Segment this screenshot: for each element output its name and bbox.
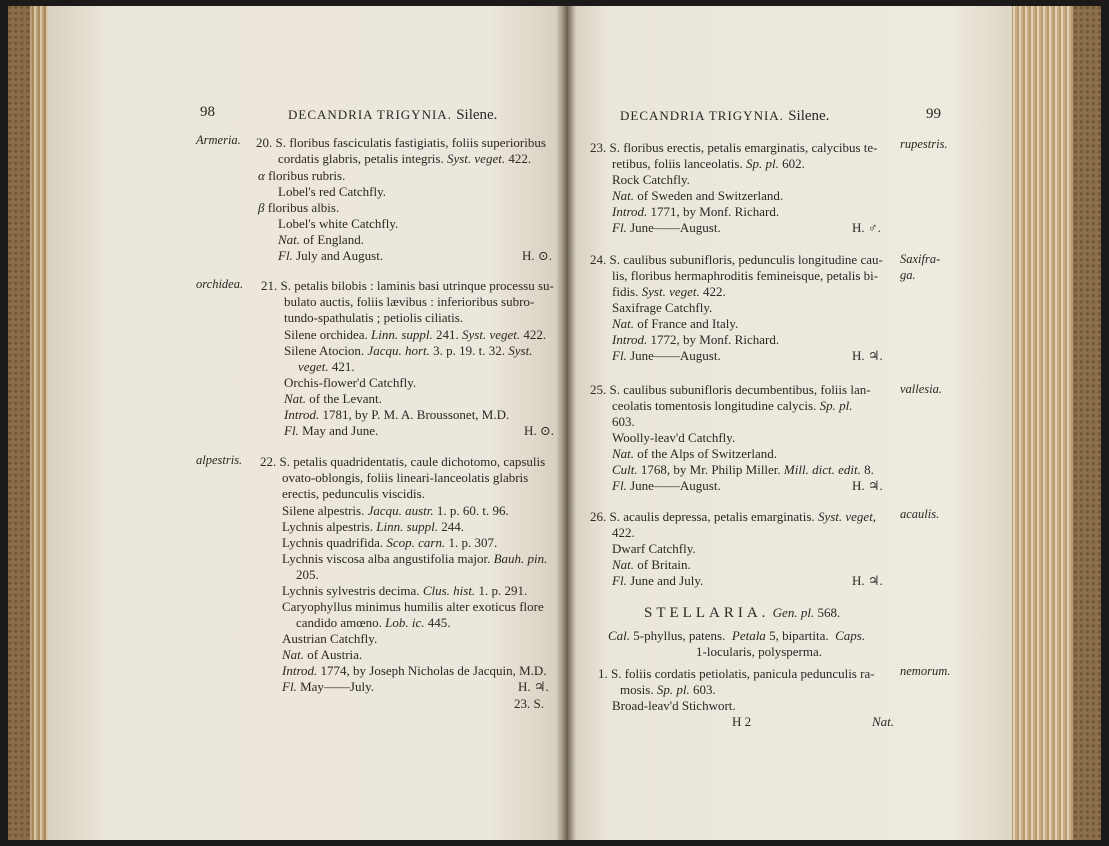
entry-text: ceolatis tomentosis longitudine calycis. Sp. pl. [612,398,853,413]
habit-mark: H. ⊙. [524,423,555,438]
synonym: Silene Atocion. Jacqu. hort. 3. p. 19. t. 32. Syst. [284,343,533,358]
entry-text: Introd. 1772, by Monf. Richard. [612,332,780,347]
entry-text: cordatis glabris, petalis integris. Syst. veget. 422. [278,151,532,166]
page-number: 99 [926,106,941,122]
genus-character: 1-locularis, polysperma. [696,644,822,659]
synonym: Lychnis quadrifida. Scop. carn. 1. p. 307. [282,535,498,550]
common-name: Rock Catchfly. [612,172,690,187]
running-header: DECANDRIA TRIGYNIA. Silene. [288,107,498,123]
entry-text: 26. S. acaulis depressa, petalis emarginatis. Syst. veget, [590,509,877,524]
entry-text: Introd. 1774, by Joseph Nicholas de Jacquin, M.D. [282,663,547,678]
entry-text: 25. S. caulibus subunifloris decumbentibus, foliis lan- [590,382,871,397]
entry-text: 22. S. petalis quadridentatis, caule dichotomo, capsulis [260,454,546,469]
common-name: Woolly-leav'd Catchfly. [612,430,736,445]
cover-edge-right [1073,6,1101,840]
entry-text: Fl. June and July. [612,573,704,588]
entry-text: Fl. June——August. [612,348,721,363]
entry-text: Introd. 1771, by Monf. Richard. [612,204,780,219]
common-name: Dwarf Catchfly. [612,541,696,556]
synonym: candido amœno. Lob. ic. 445. [296,615,451,630]
entry-text: tundo-spathulatis ; petiolis ciliatis. [284,310,464,325]
habit-mark: H. ♃. [852,573,883,588]
common-name: Lobel's red Catchfly. [278,184,386,199]
entry-text: 603. [612,414,635,429]
entry-text: retibus, foliis lanceolatis. Sp. pl. 602. [612,156,805,171]
entry-text: 422. [612,525,635,540]
entry-text: bulato auctis, foliis lævibus : inferioribus subro- [284,294,535,309]
entry-text: mosis. Sp. pl. 603. [620,682,716,697]
entry-text: β floribus albis. [258,200,340,215]
common-name: Orchis-flower'd Catchfly. [284,375,417,390]
gutter [556,6,576,840]
entry-text: Cult. 1768, by Mr. Philip Miller. Mill. dict. edit. 8. [612,462,874,477]
cover-edge-left [8,6,30,840]
entry-text: Nat. of the Alps of Switzerland. [612,446,778,461]
margin-name: ga. [900,268,916,282]
entry-text: 21. S. petalis bilobis : laminis basi utrinque processu su- [261,278,554,293]
common-name: Lobel's white Catchfly. [278,216,399,231]
entry-text: Nat. of Sweden and Switzerland. [612,188,784,203]
entry-text: fidis. Syst. veget. 422. [612,284,726,299]
genus-character: Cal. 5-phyllus, patens. Petala 5, bipartita. Caps. [608,628,866,643]
habit-mark: H. ♂. [852,220,881,235]
synonym: Lychnis viscosa alba angustifolia major. Bauh. pin. [282,551,548,566]
habit-mark: H. ⊙. [522,248,553,263]
entry-text: Nat. of France and Italy. [612,316,739,331]
synonym: veget. 421. [298,359,355,374]
right-page [568,6,1012,840]
common-name: Austrian Catchfly. [282,631,378,646]
page-number: 98 [200,104,215,120]
margin-name: acaulis. [900,507,940,521]
entry-text: lis, floribus hermaphroditis femineisque, petalis bi- [612,268,879,283]
margin-name: rupestris. [900,137,948,151]
habit-mark: H. ♃. [518,679,549,694]
entry-text: Fl. June——August. [612,478,721,493]
entry-text: Fl. May and June. [284,423,379,438]
common-name: Saxifrage Catchfly. [612,300,713,315]
synonym: Lychnis alpestris. Linn. suppl. 244. [282,519,465,534]
synonym: Lychnis sylvestris decima. Clus. hist. 1. p. 291. [282,583,528,598]
margin-name: alpestris. [196,453,243,467]
catchword: 23. S. [514,696,544,711]
margin-name: Saxifra- [900,252,941,266]
habit-mark: H. ♃. [852,348,883,363]
genus-heading: STELLARIA. Gen. pl. 568. [644,605,841,621]
synonym: Caryophyllus minimus humilis alter exoticus flore [282,599,544,614]
entry-text: 24. S. caulibus subunifloris, pedunculis longitudine cau- [590,252,883,267]
entry-text: ovato-oblongis, foliis lineari-lanceolatis glabris [282,470,529,485]
entry-text: Fl. July and August. [278,248,384,263]
entry-text: Nat. of Britain. [612,557,691,572]
entry-text: erectis, pedunculis viscidis. [282,486,425,501]
entry-text: 1. S. foliis cordatis petiolatis, panicula pedunculis ra- [598,666,875,681]
entry-text: α floribus rubris. [258,168,346,183]
habit-mark: H. ♃. [852,478,883,493]
margin-name: orchidea. [196,277,244,291]
synonym: Silene alpestris. Jacqu. austr. 1. p. 60. t. 96. [282,503,509,518]
synonym: Silene orchidea. Linn. suppl. 241. Syst. veget. 422. [284,327,547,342]
book-spread [8,6,1101,840]
entry-text: Fl. May——July. [282,679,374,694]
signature-mark: H 2 [732,714,752,729]
entry-text: Introd. 1781, by P. M. A. Broussonet, M.D. [284,407,510,422]
entry-text: 20. S. floribus fasciculatis fastigiatis, foliis superioribus [256,135,546,150]
entry-text: 23. S. floribus erectis, petalis emarginatis, calycibus te- [590,140,878,155]
margin-name: Armeria. [196,133,241,147]
margin-name: vallesia. [900,382,943,396]
entry-text: Nat. of England. [278,232,364,247]
entry-text: Nat. of the Levant. [284,391,382,406]
common-name: Broad-leav'd Stichwort. [612,698,736,713]
catchword: Nat. [872,714,895,729]
entry-text: Fl. June——August. [612,220,721,235]
synonym: 205. [296,567,319,582]
margin-name: nemorum. [900,664,951,678]
entry-text: Nat. of Austria. [282,647,363,662]
left-page [48,6,564,840]
running-header: DECANDRIA TRIGYNIA. Silene. [620,108,830,124]
